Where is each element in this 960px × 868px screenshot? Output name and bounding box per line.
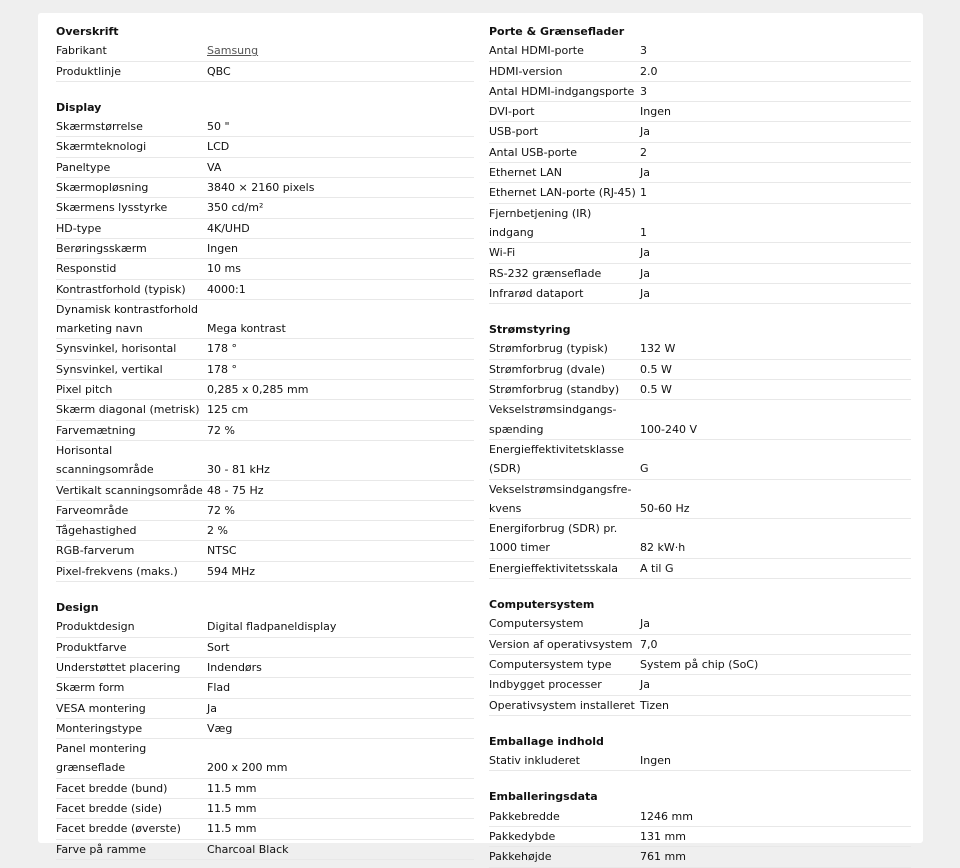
spec-row xyxy=(56,719,474,739)
spec-card xyxy=(38,13,923,864)
manufacturer-link[interactable]: Samsung xyxy=(207,44,259,58)
spec-label: Ethernet LAN-porte (RJ-45) xyxy=(489,186,636,200)
spec-value-text: 7,0 xyxy=(640,637,658,651)
spec-value-text: 50 " xyxy=(207,120,230,134)
spec-value xyxy=(207,719,474,738)
spec-label: Synsvinkel, horisontal xyxy=(56,342,177,356)
spec-value xyxy=(640,807,911,826)
spec-label: Antal HDMI-indgangsporte xyxy=(489,84,635,98)
spec-section-porte-gr-nseflader xyxy=(489,22,911,304)
spec-row xyxy=(489,360,911,380)
spec-value-text: 761 mm xyxy=(640,850,686,864)
section-title: Porte & Grænseflader xyxy=(489,25,625,38)
spec-value xyxy=(640,380,911,399)
spec-value-text: 50-60 Hz xyxy=(640,501,690,515)
spec-value xyxy=(207,219,474,238)
spec-value xyxy=(640,614,911,633)
spec-row xyxy=(56,638,474,658)
spec-value-text: 0.5 W xyxy=(640,383,672,397)
spec-value-text: 132 W xyxy=(640,342,676,356)
spec-label: Berøringsskærm xyxy=(56,241,147,255)
section-title: Display xyxy=(56,100,102,114)
spec-row xyxy=(489,696,911,716)
spec-row xyxy=(56,521,474,541)
spec-value xyxy=(207,678,474,697)
spec-row xyxy=(56,840,474,860)
spec-value xyxy=(207,178,474,197)
spec-row xyxy=(56,400,474,420)
spec-section-design xyxy=(56,598,474,860)
spec-row xyxy=(56,219,474,239)
spec-value-text: Ja xyxy=(640,166,650,180)
spec-value xyxy=(640,82,911,101)
spec-row xyxy=(489,339,911,359)
spec-value xyxy=(640,480,911,519)
spec-row xyxy=(489,82,911,102)
spec-value-text: 3840 × 2160 pixels xyxy=(207,181,315,195)
spec-value xyxy=(640,102,911,121)
spec-value-text: Digital fladpaneldisplay xyxy=(207,620,337,634)
spec-value-text: Sort xyxy=(207,640,230,654)
spec-value-text: 0,285 x 0,285 mm xyxy=(207,383,309,397)
spec-row xyxy=(56,779,474,799)
spec-label: Monteringstype xyxy=(56,721,143,735)
spec-value xyxy=(207,360,474,379)
spec-label: Produktfarve xyxy=(56,640,127,654)
spec-label: Facet bredde (øverste) xyxy=(56,822,181,836)
spec-value-text: Indendørs xyxy=(207,660,262,674)
spec-value-text: Ingen xyxy=(207,241,238,255)
spec-row xyxy=(56,658,474,678)
spec-value xyxy=(207,158,474,177)
spec-row xyxy=(56,799,474,819)
spec-value xyxy=(207,239,474,258)
spec-value xyxy=(640,675,911,694)
spec-value xyxy=(207,699,474,718)
spec-value-text: Charcoal Black xyxy=(207,842,289,856)
spec-row xyxy=(56,562,474,582)
spec-value xyxy=(207,840,474,859)
spec-value xyxy=(207,198,474,217)
spec-label: Pixel-frekvens (maks.) xyxy=(56,564,178,578)
spec-label: Dynamisk kontrastforhold marketing navn xyxy=(56,302,199,336)
spec-value xyxy=(640,122,911,141)
spec-label: Energieffektivitetsskala xyxy=(489,561,619,575)
spec-value-text: 4K/UHD xyxy=(207,221,250,235)
spec-value xyxy=(207,501,474,520)
spec-label: Skærmopløsning xyxy=(56,181,149,195)
spec-row xyxy=(489,400,911,440)
spec-row xyxy=(56,481,474,501)
spec-value xyxy=(207,481,474,500)
spec-row xyxy=(489,807,911,827)
spec-value[interactable] xyxy=(207,41,474,60)
spec-label: Vertikalt scanningsområde xyxy=(56,483,203,497)
spec-value xyxy=(640,284,911,303)
spec-row xyxy=(56,280,474,300)
spec-label: Infrarød dataport xyxy=(489,286,584,300)
spec-value xyxy=(207,658,474,677)
spec-row xyxy=(56,617,474,637)
spec-section-computersystem xyxy=(489,595,911,716)
spec-row xyxy=(56,699,474,719)
spec-value-text: Ja xyxy=(640,286,650,300)
spec-row xyxy=(489,243,911,263)
spec-row xyxy=(489,614,911,634)
spec-label: Computersystem xyxy=(489,617,584,631)
spec-value xyxy=(207,400,474,419)
spec-label: USB-port xyxy=(489,125,539,139)
spec-value-text: Ingen xyxy=(640,754,671,768)
spec-value-text: 1246 mm xyxy=(640,809,693,823)
spec-value-text: 2 xyxy=(640,145,647,159)
spec-label: Skærm diagonal (metrisk) xyxy=(56,403,200,417)
spec-label: Energiforbrug (SDR) pr. 1000 timer xyxy=(489,522,618,555)
spec-value-text: 200 x 200 mm xyxy=(207,761,288,775)
spec-row xyxy=(489,675,911,695)
spec-value-text: Ingen xyxy=(640,105,671,119)
spec-row xyxy=(56,541,474,561)
spec-value xyxy=(640,635,911,654)
spec-row xyxy=(489,264,911,284)
spec-section-overskrift xyxy=(56,22,474,82)
spec-value xyxy=(207,441,474,480)
spec-row xyxy=(56,739,474,779)
spec-label: Farveområde xyxy=(56,503,129,517)
spec-value xyxy=(640,41,911,60)
spec-value xyxy=(640,143,911,162)
spec-label: Operativsystem installeret xyxy=(489,698,635,712)
spec-value xyxy=(207,638,474,657)
spec-row xyxy=(489,655,911,675)
spec-value xyxy=(640,400,911,439)
spec-row xyxy=(56,117,474,137)
spec-label: Responstid xyxy=(56,262,117,276)
spec-label: Version af operativsystem xyxy=(489,637,633,651)
spec-value-text: 11.5 mm xyxy=(207,781,257,795)
spec-label: HDMI-version xyxy=(489,64,563,78)
spec-value xyxy=(207,739,474,778)
spec-label: Computersystem type xyxy=(489,657,612,671)
spec-value-text: 11.5 mm xyxy=(207,801,257,815)
spec-label: Produktlinje xyxy=(56,64,121,78)
spec-value-text: A til G xyxy=(640,561,674,575)
spec-label: Skærmteknologi xyxy=(56,140,147,154)
spec-row xyxy=(56,380,474,400)
spec-value xyxy=(207,562,474,581)
spec-value xyxy=(207,137,474,156)
spec-value-text: 131 mm xyxy=(640,829,686,843)
spec-label: Pakkehøjde xyxy=(489,850,552,864)
spec-label: Pakkedybde xyxy=(489,829,556,843)
spec-value xyxy=(207,521,474,540)
spec-label: Panel montering grænseflade xyxy=(56,742,147,775)
spec-row xyxy=(56,441,474,481)
spec-label: Skærmens lysstyrke xyxy=(56,201,168,215)
spec-value-text: Ja xyxy=(640,246,650,260)
spec-value-text: 1 xyxy=(640,186,647,200)
spec-value-text: 350 cd/m² xyxy=(207,201,264,215)
spec-value-text: 1 xyxy=(640,225,647,239)
spec-value-text: Ja xyxy=(640,617,650,631)
spec-value xyxy=(640,204,911,243)
spec-value-text: 82 kW·h xyxy=(640,541,686,555)
spec-label: Horisontal scanningsområde xyxy=(56,443,154,477)
spec-row xyxy=(489,204,911,244)
spec-label: Strømforbrug (typisk) xyxy=(489,342,608,356)
spec-value-text: 48 - 75 Hz xyxy=(207,483,264,497)
spec-value-text: 72 % xyxy=(207,423,235,437)
spec-row xyxy=(489,480,911,520)
spec-row xyxy=(489,380,911,400)
spec-row xyxy=(489,751,911,771)
spec-label: VESA montering xyxy=(56,701,146,715)
spec-value-text: NTSC xyxy=(207,544,237,558)
spec-label: Understøttet placering xyxy=(56,660,181,674)
spec-value-text: 125 cm xyxy=(207,403,249,417)
spec-section-emballeringsdata xyxy=(489,787,911,867)
spec-value xyxy=(640,243,911,262)
spec-value-text: Væg xyxy=(207,721,233,735)
spec-value-text: Tizen xyxy=(640,698,669,712)
spec-row xyxy=(56,300,474,340)
spec-value xyxy=(640,655,911,674)
spec-label: DVI-port xyxy=(489,105,535,119)
spec-value xyxy=(207,259,474,278)
spec-row xyxy=(489,102,911,122)
section-title: Emballeringsdata xyxy=(489,790,598,804)
spec-row xyxy=(489,847,911,867)
spec-value-text: G xyxy=(640,462,649,476)
spec-value-text: 11.5 mm xyxy=(207,822,257,836)
spec-row xyxy=(56,259,474,279)
spec-row xyxy=(489,440,911,480)
spec-column-right xyxy=(489,22,911,868)
spec-row xyxy=(56,198,474,218)
spec-value xyxy=(207,280,474,299)
spec-value xyxy=(640,183,911,202)
spec-row xyxy=(489,635,911,655)
spec-value xyxy=(207,541,474,560)
spec-value-text: 4000:1 xyxy=(207,282,246,296)
spec-value xyxy=(207,339,474,358)
spec-label: Farve på ramme xyxy=(56,842,147,856)
spec-value-text: Ja xyxy=(207,701,217,715)
spec-label: Ethernet LAN xyxy=(489,166,563,180)
spec-value xyxy=(640,62,911,81)
spec-value-text: System på chip (SoC) xyxy=(640,657,759,671)
section-title: Strømstyring xyxy=(489,323,571,337)
section-title: Overskrift xyxy=(56,25,119,38)
spec-value-text: 2.0 xyxy=(640,64,658,78)
spec-value xyxy=(640,339,911,358)
spec-label: Facet bredde (side) xyxy=(56,801,163,815)
section-title: Computersystem xyxy=(489,598,595,612)
spec-value xyxy=(207,421,474,440)
spec-label: Strømforbrug (dvale) xyxy=(489,362,605,376)
spec-row xyxy=(56,62,474,82)
spec-row xyxy=(489,519,911,559)
spec-value-text: 3 xyxy=(640,84,647,98)
spec-row xyxy=(56,678,474,698)
spec-label: Energieffektivitetsklasse (SDR) xyxy=(489,442,624,476)
spec-value xyxy=(207,819,474,838)
spec-value xyxy=(640,559,911,578)
spec-label: Wi-Fi xyxy=(489,246,516,260)
spec-label: Strømforbrug (standby) xyxy=(489,383,620,397)
spec-value-text: VA xyxy=(207,160,222,174)
spec-section-emballage-indhold xyxy=(489,732,911,772)
spec-label: RGB-farverum xyxy=(56,544,135,558)
spec-value-text: QBC xyxy=(207,64,231,78)
spec-section-str-mstyring xyxy=(489,320,911,579)
spec-value-text: 594 MHz xyxy=(207,564,256,578)
spec-row xyxy=(56,421,474,441)
spec-value xyxy=(640,264,911,283)
spec-label: Facet bredde (bund) xyxy=(56,781,168,795)
spec-row xyxy=(489,163,911,183)
spec-label: Pixel pitch xyxy=(56,383,113,397)
spec-value-text: 3 xyxy=(640,44,647,58)
spec-label: Skærm form xyxy=(56,681,125,695)
spec-value xyxy=(207,799,474,818)
spec-row xyxy=(56,178,474,198)
spec-value xyxy=(640,440,911,479)
spec-section-display xyxy=(56,98,474,582)
spec-value-text: Ja xyxy=(640,125,650,139)
spec-value xyxy=(207,380,474,399)
spec-label: Vekselstrømsindgangsfre-kvens xyxy=(489,482,632,515)
spec-row xyxy=(56,41,474,61)
spec-value xyxy=(640,360,911,379)
section-title: Emballage indhold xyxy=(489,734,604,748)
spec-value-text: 30 - 81 kHz xyxy=(207,463,270,477)
spec-label: Vekselstrømsindgangs-spænding xyxy=(489,403,617,436)
spec-value xyxy=(207,300,474,339)
spec-value-text: 178 ° xyxy=(207,342,237,356)
spec-column-left xyxy=(56,22,474,860)
spec-row xyxy=(489,827,911,847)
spec-value xyxy=(207,117,474,136)
spec-value-text: Flad xyxy=(207,681,231,695)
spec-value-text: LCD xyxy=(207,140,230,154)
spec-row xyxy=(56,819,474,839)
spec-row xyxy=(489,284,911,304)
spec-row xyxy=(56,339,474,359)
spec-label: Fabrikant xyxy=(56,44,107,58)
spec-row xyxy=(56,501,474,521)
spec-value-text: 100-240 V xyxy=(640,422,697,436)
spec-value xyxy=(640,847,911,866)
spec-value xyxy=(640,163,911,182)
spec-label: Paneltype xyxy=(56,160,111,174)
spec-row xyxy=(56,360,474,380)
spec-row xyxy=(489,559,911,579)
spec-label: Skærmstørrelse xyxy=(56,120,143,134)
spec-row xyxy=(489,143,911,163)
spec-label: Tågehastighed xyxy=(56,524,137,538)
spec-row xyxy=(56,239,474,259)
spec-value-text: Ja xyxy=(640,678,650,692)
spec-value xyxy=(640,696,911,715)
spec-value xyxy=(207,779,474,798)
spec-label: Stativ inkluderet xyxy=(489,754,580,768)
spec-label: Antal HDMI-porte xyxy=(489,44,584,58)
section-title: Design xyxy=(56,601,99,615)
spec-value-text: 10 ms xyxy=(207,262,241,276)
spec-label: Antal USB-porte xyxy=(489,145,577,159)
spec-label: Produktdesign xyxy=(56,620,135,634)
spec-row xyxy=(489,122,911,142)
spec-label: Farvemætning xyxy=(56,423,136,437)
spec-row xyxy=(56,158,474,178)
spec-value xyxy=(640,827,911,846)
spec-value-text: Mega kontrast xyxy=(207,322,286,336)
spec-value xyxy=(640,751,911,770)
spec-value-text: 0.5 W xyxy=(640,362,672,376)
spec-row xyxy=(489,41,911,61)
spec-label: Kontrastforhold (typisk) xyxy=(56,282,186,296)
spec-value-text: 2 % xyxy=(207,524,228,538)
spec-label: Fjernbetjening (IR) indgang xyxy=(489,206,592,239)
spec-label: Indbygget processer xyxy=(489,678,602,692)
spec-row xyxy=(489,183,911,203)
spec-value xyxy=(207,617,474,636)
spec-row xyxy=(56,137,474,157)
spec-label: Pakkebredde xyxy=(489,809,560,823)
spec-value-text: 72 % xyxy=(207,503,235,517)
spec-label: Synsvinkel, vertikal xyxy=(56,362,163,376)
spec-value xyxy=(207,62,474,81)
spec-label: RS-232 grænseflade xyxy=(489,266,602,280)
spec-value-text: 178 ° xyxy=(207,362,237,376)
spec-row xyxy=(489,62,911,82)
spec-value xyxy=(640,519,911,558)
spec-value-text: Ja xyxy=(640,266,650,280)
spec-label: HD-type xyxy=(56,221,102,235)
